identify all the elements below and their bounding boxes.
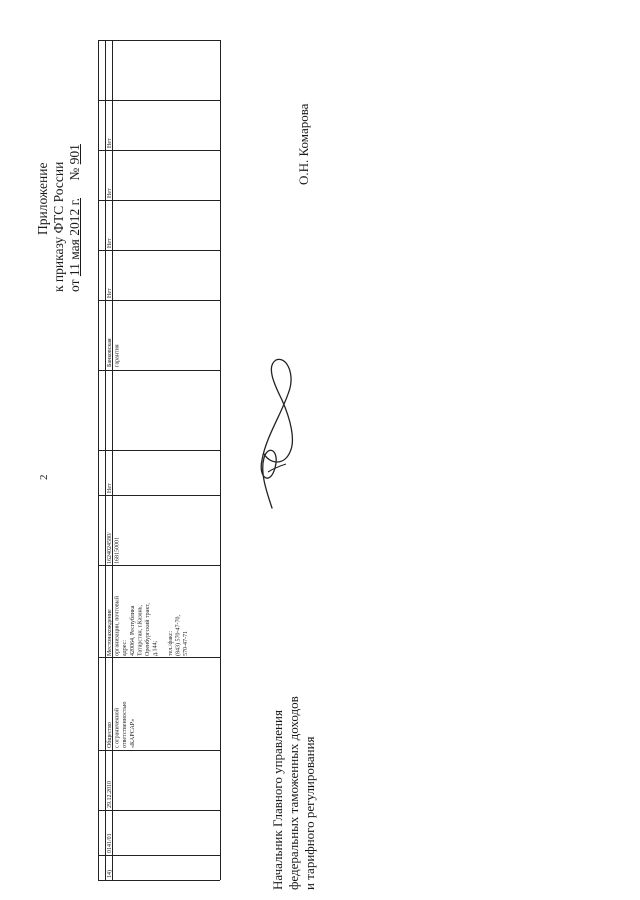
cell-code: 0141/01 [107, 833, 113, 853]
table-divider [98, 495, 220, 496]
table-divider [98, 150, 220, 151]
appendix-title: Приложение [35, 162, 50, 235]
order-number-label: № [67, 167, 82, 181]
handwritten-signature [240, 340, 320, 510]
signer-title-line1: Начальник Главного управления [270, 710, 285, 890]
table-border-right [220, 40, 221, 880]
table-border-left [98, 40, 99, 880]
order-date-prefix: от [67, 279, 82, 292]
table-border-bottom [98, 880, 220, 881]
appendix-order-date [67, 30, 83, 330]
table-divider [98, 565, 220, 566]
order-number: 901 [67, 144, 82, 165]
table-divider [98, 750, 220, 751]
table-divider [98, 657, 220, 658]
signer-title [270, 590, 318, 890]
table-divider [98, 250, 220, 251]
cell-date: 29.12.2010 [107, 781, 113, 808]
row-number: 14) [107, 870, 113, 878]
table-border-top [98, 40, 220, 41]
table-row-line [105, 40, 106, 880]
signer-title-line2: федеральных таможенных доходов [286, 696, 301, 890]
table-divider [98, 300, 220, 301]
table-divider [98, 200, 220, 201]
cell-organization: Общество с ограниченной ответственностью «КАРСАР» [107, 701, 136, 748]
signer-name: О.Н. Комарова [296, 103, 311, 185]
cell-col13: Нет [107, 138, 113, 148]
appendix-header [35, 30, 83, 330]
table-divider [98, 370, 220, 371]
table-divider [98, 450, 220, 451]
registry-table [98, 40, 220, 880]
table-divider [98, 100, 220, 101]
cell-col11: Нет [107, 238, 113, 248]
cell-address: Местонахождение организации, почтовый адрес: 420064, Республика Татарстан, г.Казань, Оренбургский тракт, д.144; тел./факс: (843) 570-47-70, 570-47-71 [107, 596, 189, 656]
table-divider [98, 810, 220, 811]
appendix-order-ref: к приказу ФТС России [51, 161, 66, 292]
cell-guarantee: Банковская гарантия [107, 338, 121, 367]
order-date: 11 мая 2012 г. [67, 197, 82, 277]
cell-col7: Нет [107, 483, 113, 493]
table-divider [98, 855, 220, 856]
cell-col10: Нет [107, 288, 113, 298]
signer-title-line3: и тарифного регулирования [302, 736, 317, 890]
page-number: 2 [38, 474, 50, 480]
cell-col12: Нет [107, 188, 113, 198]
cell-inn-kpp: 1624024580/ 168150001 [107, 532, 121, 564]
